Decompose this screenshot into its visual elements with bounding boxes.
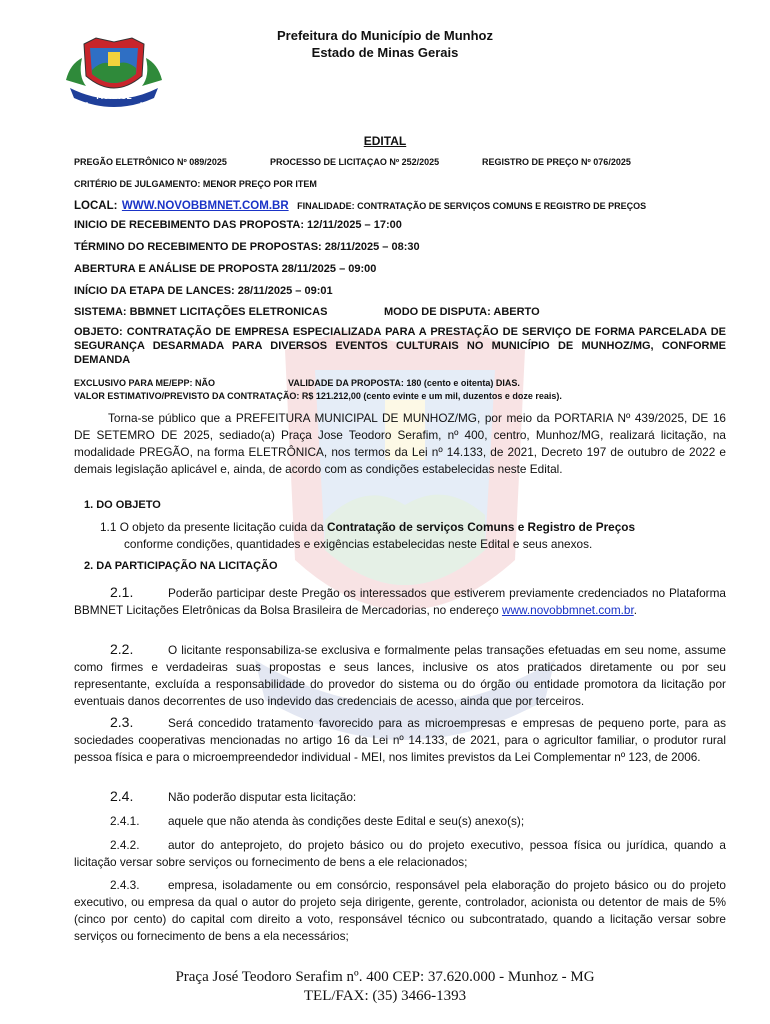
- pregao-number: PREGÃO ELETRÔNICO Nº 089/2025: [74, 157, 227, 167]
- criterio-julgamento: CRITÉRIO DE JULGAMENTO: MENOR PREÇO POR ITEM: [74, 179, 317, 189]
- inicio-recebimento: INICIO DE RECEBIMENTO DAS PROPOSTA: 12/11/2025 – 17:00: [74, 219, 402, 231]
- item-2-4-2: [74, 837, 726, 871]
- item-1-1: [100, 519, 726, 536]
- local-link[interactable]: WWW.NOVOBBMNET.COM.BR: [121, 200, 289, 212]
- exclusivo-me-epp: EXCLUSIVO PARA ME/EPP: NÃO: [74, 378, 216, 388]
- validade-proposta: VALIDADE DA PROPOSTA: 180 (cento e oitenta) DIAS.: [288, 378, 520, 388]
- crest-banner-text: MUNHOZ: [96, 93, 132, 101]
- bbmnet-link[interactable]: www.novobbmnet.com.br: [501, 603, 634, 617]
- item-2-4-3-text: empresa, isoladamente ou em consórcio, responsável pela elaboração do projeto básico ou do projeto executivo, ou empresa da qual o autor do projeto seja dirigente, gerente, controlador, acionista ou detentor de mais de 5% (cinco por cento) do capital com direito a voto, responsável técnico ou subcontratado, quando a licitação versar sobre serviços ou fornecimento de bens a ela necessários;: [74, 878, 726, 943]
- inicio-lances: INÍCIO DA ETAPA DE LANCES: 28/11/2025 – 09:01: [74, 285, 333, 297]
- item-2-4-3-number: 2.4.3.: [110, 878, 140, 892]
- section-2-title: 2. DA PARTICIPAÇÃO NA LICITAÇÃO: [84, 560, 278, 572]
- item-1-1-continuation: conforme condições, quantidades e exigências estabelecidas neste Edital e seus anexos.: [124, 537, 593, 551]
- edital-title: EDITAL: [363, 134, 407, 148]
- sistema: SISTEMA: BBMNET LICITAÇÕES ELETRONICAS: [74, 306, 328, 318]
- item-2-2-text: O licitante responsabiliza-se exclusiva e formalmente pelas transações efetuadas em seu nome, assume como firmes e verdadeiras suas propostas e seus lances, inclusive os atos praticados diretamente ou por seu representante, excluída a responsabilidade do provedor do sistema ou do órgão ou entidade promotora da licitação por eventuais danos decorrentes de uso indevido das credenciais de acesso, ainda que por terceiros.: [74, 643, 726, 708]
- objeto: OBJETO: CONTRATAÇÃO DE EMPRESA ESPECIALIZADA PARA A PRESTAÇÃO DE SERVIÇO DE FORMA PARCELADA DE SEGURANÇA DESARMADA PARA DIVERSOS EVENTOS CULTURAIS NO MUNICÍPIO DE MUNHOZ/MG, CONFORME DEMANDA: [74, 326, 726, 366]
- crest-year-left: 1938: [75, 102, 89, 108]
- header-state: Estado de Minas Gerais: [311, 45, 459, 60]
- item-2-1-number: 2.1.: [110, 584, 134, 600]
- footer-phone: TEL/FAX: (35) 3466-1393: [303, 988, 467, 1004]
- crest-year-right: 1953: [139, 102, 153, 108]
- section-1-title: 1. DO OBJETO: [84, 499, 161, 511]
- termino-recebimento: TÉRMINO DO RECEBIMENTO DE PROPOSTAS: 28/11/2025 – 08:30: [74, 241, 420, 253]
- item-2-2-number: 2.2.: [110, 641, 134, 657]
- footer-address: Praça José Teodoro Serafim nº. 400 CEP: 37.620.000 - Munhoz - MG: [175, 969, 595, 985]
- abertura-proposta: ABERTURA E ANÁLISE DE PROPOSTA 28/11/2025 – 09:00: [74, 263, 377, 275]
- item-2-3-number: 2.3.: [110, 714, 134, 730]
- item-2-4-1-number: 2.4.1.: [110, 814, 140, 828]
- valor-estimativo: VALOR ESTIMATIVO/PREVISTO DA CONTRATAÇÃO: R$ 121.212,00 (cento evinte e um mil, duzentos e doze reais).: [74, 391, 562, 401]
- local-line: [74, 196, 646, 214]
- header-municipality: Prefeitura do Município de Munhoz: [277, 28, 493, 43]
- processo-number: PROCESSO DE LICITAÇAO Nº 252/2025: [270, 157, 440, 167]
- registro-number: REGISTRO DE PREÇO Nº 076/2025: [482, 157, 631, 167]
- intro-paragraph: Torna-se público que a PREFEITURA MUNICIPAL DE MUNHOZ/MG, por meio da PORTARIA Nº 439/2025, DE 16 DE SETEMRO DE 2025, sediado(a) Praça Jose Teodoro Serafim, nº 400, centro, Munhoz/MG, realizará licitação, na modalidade PREGÃO, na forma ELETRÔNICA, nos termos da Lei nº 14.133, de 2021, Decreto 197 de outubro de 2022 e demais legislação aplicável e, ainda, de acordo com as condições estabelecidas neste Edital.: [74, 411, 726, 476]
- item-2-4-2-number: 2.4.2.: [110, 838, 140, 852]
- modo-disputa: MODO DE DISPUTA: ABERTO: [384, 306, 540, 318]
- item-2-4-2-text: autor do anteprojeto, do projeto básico ou do projeto executivo, pessoa física ou jurídica, quando a licitação versar sobre serviços ou fornecimento de bens a ele relacionados;: [74, 838, 726, 869]
- item-2-4: [74, 788, 726, 806]
- finalidade: FINALIDADE: CONTRATAÇÃO DE SERVIÇOS COMUNS E REGISTRO DE PREÇOS: [297, 201, 647, 211]
- item-1-1-number: 1.1: [100, 520, 117, 534]
- local-label: LOCAL:: [74, 200, 118, 212]
- item-2-3-text: Será concedido tratamento favorecido para as microempresas e empresas de pequeno porte, para as sociedades cooperativas mencionadas no artigo 16 da Lei nº 14.133, de 2021, para o agricultor familiar, o produtor rural pessoa física e para o microempreendedor individual - MEI, nos limites previstos da Lei Complementar nº 123, de 2006.: [74, 716, 726, 764]
- item-2-3: [74, 714, 726, 766]
- item-2-4-1-text: aquele que não atenda às condições deste Edital e seu(s) anexo(s);: [168, 814, 525, 828]
- item-2-4-3: [74, 877, 726, 945]
- item-2-4-number: 2.4.: [110, 788, 134, 804]
- item-2-1-end: .: [633, 603, 638, 617]
- item-2-2: [74, 641, 726, 710]
- item-2-4-text: Não poderão disputar esta licitação:: [168, 790, 357, 804]
- item-2-1-text: Poderão participar deste Pregão os interessados que estiverem previamente credenciados no Plataforma BBMNET Licitações Eletrônicas da Bolsa Brasileira de Mercadorias, no endereço: [74, 586, 726, 617]
- item-1-1-bold: Contratação de serviços Comuns e Registro de Preços: [326, 520, 636, 534]
- item-1-1-text: O objeto da presente licitação cuida da: [119, 520, 327, 534]
- item-2-1: [74, 584, 726, 619]
- item-2-4-1: [74, 813, 726, 830]
